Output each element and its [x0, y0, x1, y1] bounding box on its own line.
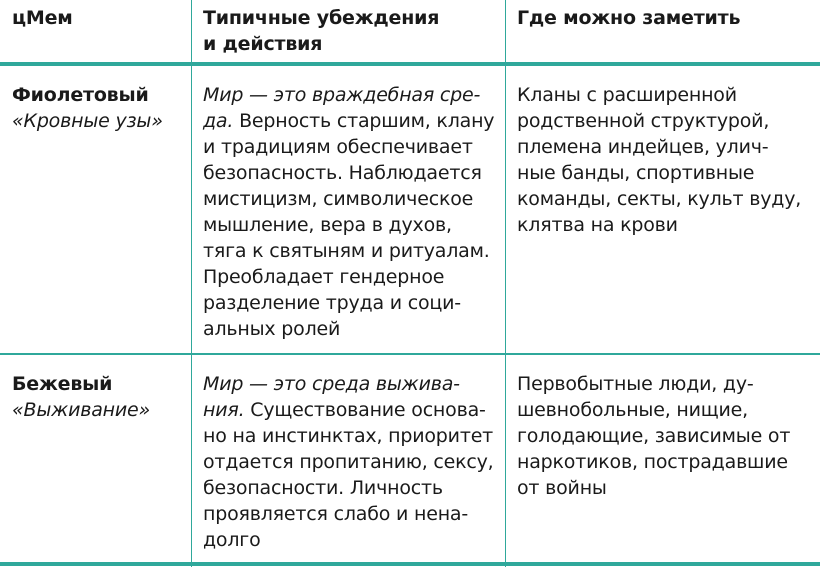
where-line: клятва на крови — [517, 214, 678, 236]
row-violet-subtitle: «Кровные узы» — [12, 110, 163, 132]
beliefs-line — [203, 186, 499, 212]
beliefs-line-plain: мистицизм, символическое — [203, 188, 474, 210]
where-line: племена индейцев, улич- — [517, 136, 769, 158]
beliefs-line — [203, 290, 499, 316]
beliefs-line — [203, 212, 499, 238]
row-violet-where — [517, 82, 817, 238]
beliefs-line — [203, 264, 499, 290]
where-line: Первобытные люди, ду- — [517, 373, 754, 395]
beliefs-line — [203, 160, 499, 186]
row-divider-rule — [0, 353, 820, 355]
where-line: наркотиков, пострадавшие — [517, 451, 788, 473]
row-violet-name-cell — [12, 82, 163, 134]
beliefs-line-plain: безопасность. Наблюдается — [203, 162, 482, 184]
beliefs-line — [203, 316, 499, 342]
beliefs-line-italic: ния. — [203, 399, 245, 421]
where-line: шевнобольные, нищие, — [517, 399, 748, 421]
beliefs-line — [203, 501, 499, 527]
beliefs-line-plain: отдается пропитанию, сексу, — [203, 451, 494, 473]
beliefs-line — [203, 397, 499, 423]
where-line: команды, секты, культ вуду, — [517, 188, 802, 210]
beliefs-line — [203, 238, 499, 264]
row-beige-name-cell — [12, 371, 150, 423]
beliefs-line-plain: и традициям обеспечивает — [203, 136, 473, 158]
beliefs-line — [203, 423, 499, 449]
beliefs-line-plain: но на инстинктах, приоритет — [203, 425, 494, 447]
beliefs-line-plain: проявляется слабо и нена- — [203, 503, 469, 525]
where-line: голодающие, зависимые от — [517, 425, 791, 447]
row-beige-where — [517, 371, 817, 501]
beliefs-line — [203, 475, 499, 501]
beliefs-line-plain: Преобладает гендерное — [203, 266, 445, 288]
beliefs-line-plain: мышление, вера в духов, — [203, 214, 452, 236]
beliefs-line-plain: альных ролей — [203, 318, 341, 340]
header-beliefs-line-2: и действия — [203, 33, 323, 55]
header-bottom-rule — [0, 62, 820, 66]
where-line: родственной структурой, — [517, 110, 770, 132]
beliefs-line-plain: разделение труда и соци- — [203, 292, 461, 314]
beliefs-line — [203, 82, 499, 108]
row-violet-beliefs — [203, 82, 499, 342]
beliefs-line-italic: Мир — это среда выжива- — [203, 373, 460, 395]
row-beige-subtitle: «Выживание» — [12, 399, 151, 421]
beliefs-line-italic: Мир — это враждебная сре- — [203, 84, 481, 106]
beliefs-line-italic: да. — [203, 110, 234, 132]
beliefs-line — [203, 134, 499, 160]
where-line: ные банды, спортивные — [517, 162, 755, 184]
beliefs-line — [203, 449, 499, 475]
where-line: Кланы с расширенной — [517, 84, 737, 106]
beliefs-line-plain: долго — [203, 529, 261, 551]
beliefs-line — [203, 108, 499, 134]
table-bottom-rule — [0, 562, 820, 566]
beliefs-line-plain: Существование основа- — [244, 399, 486, 421]
header-beliefs-line-1: Типичные убеждения — [203, 7, 440, 29]
column-divider-1 — [191, 0, 192, 567]
header-beliefs — [203, 5, 439, 57]
beliefs-line — [203, 527, 499, 553]
beliefs-line-plain: Верность старшим, клану — [233, 110, 495, 132]
beliefs-line — [203, 371, 499, 397]
beliefs-line-plain: тяга к святыням и ритуалам. — [203, 240, 490, 262]
beliefs-line-plain: безопасности. Личность — [203, 477, 443, 499]
row-beige-name: Бежевый — [12, 373, 113, 395]
column-divider-2 — [505, 0, 506, 567]
row-violet-name: Фиолетовый — [12, 84, 149, 106]
header-where: Где можно заметить — [517, 7, 741, 29]
row-beige-beliefs — [203, 371, 499, 553]
header-cmem: цМем — [12, 7, 73, 29]
where-line: от войны — [517, 477, 607, 499]
